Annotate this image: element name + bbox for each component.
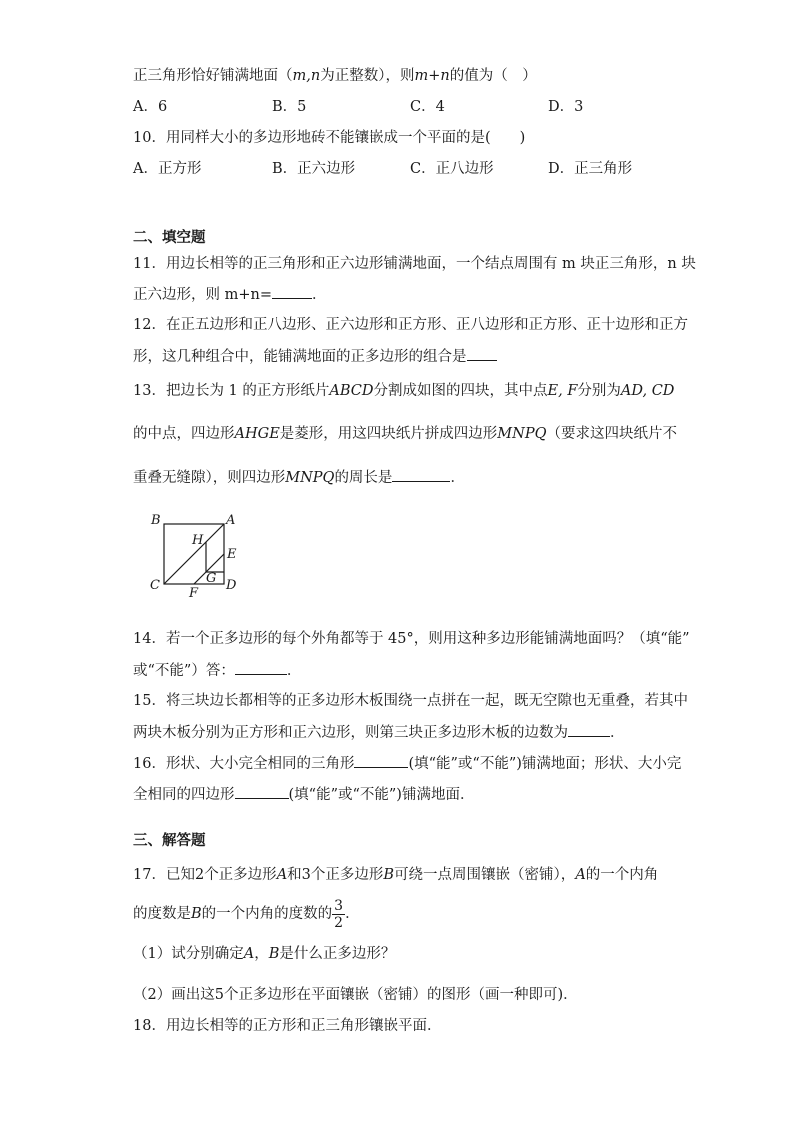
q13-text-3c: ． bbox=[450, 470, 465, 486]
q17-text-1f: 的一个内角 bbox=[585, 867, 659, 883]
q10-option-c: C．正八边形 bbox=[410, 161, 494, 177]
label-g: G bbox=[206, 571, 217, 586]
fraction-numerator: 3 bbox=[334, 897, 344, 914]
q13-adcd: AD, CD bbox=[620, 383, 675, 399]
q17-part1-var-a: A bbox=[243, 946, 255, 962]
q12-text: 形，这几种组合中，能铺满地面的正多边形的组合是 bbox=[133, 349, 467, 365]
q17-var-a-2: A bbox=[575, 867, 586, 883]
label-h: H bbox=[192, 533, 204, 548]
square-figure bbox=[140, 508, 250, 600]
q17-part1-text-a: （1）试分别确定 bbox=[133, 946, 244, 962]
q13-text-3a: 重叠无缝隙），则四边形 bbox=[133, 470, 286, 486]
q9-option-c: C．4 bbox=[410, 99, 445, 115]
q16-line1 bbox=[133, 753, 681, 774]
q17-line1 bbox=[133, 865, 658, 885]
q9-continuation bbox=[133, 66, 537, 86]
label-a: A bbox=[226, 513, 236, 528]
q13-text-3b: 的周长是 bbox=[334, 470, 393, 486]
q14-text-a: 或“不能”）答： bbox=[133, 663, 235, 679]
label-f: F bbox=[189, 586, 199, 600]
q13-answer-blank[interactable] bbox=[392, 467, 450, 482]
q17-text-1b: 个正多边形 bbox=[204, 867, 277, 883]
q14-line1: 14．若一个正多边形的每个外角都等于 45°，则用这种多边形能铺满地面吗？（填“能” bbox=[133, 631, 690, 647]
q13-text-1b: 分割成如图的四块，其中点 bbox=[373, 383, 548, 399]
q9-option-d: D．3 bbox=[548, 99, 584, 115]
q16-line2 bbox=[133, 784, 474, 805]
q9-option-b: B．5 bbox=[272, 99, 307, 115]
q17-text-1c: 和 bbox=[287, 867, 302, 883]
q11-line1: 11．用边长相等的正三角形和正六边形铺满地面，一个结点周围有 m 块正三角形，n 块 bbox=[133, 256, 696, 272]
q17-text-2b: 的一个内角的度数的 bbox=[201, 906, 333, 922]
q13-line1 bbox=[133, 381, 674, 401]
q17-text-2a: 的度数是 bbox=[133, 906, 191, 922]
q13-ahge: AHGE bbox=[234, 426, 280, 442]
q17-n3: 3 bbox=[301, 867, 311, 883]
q12-answer-blank[interactable] bbox=[467, 346, 497, 361]
q13-abcd: ABCD bbox=[329, 383, 374, 399]
q15-text-b: ． bbox=[610, 725, 625, 741]
label-c: C bbox=[150, 578, 160, 593]
q17-n2: 2 bbox=[194, 867, 205, 883]
q17-fraction bbox=[332, 898, 345, 931]
q10-stem: 10．用同样大小的多边形地砖不能镶嵌成一个平面的是( ) bbox=[133, 130, 526, 146]
q17-var-b: B bbox=[383, 867, 395, 883]
fraction-denominator: 2 bbox=[334, 914, 344, 931]
q17-text-1d: 个正多边形 bbox=[310, 867, 384, 883]
q17-part1-var-b: B bbox=[268, 946, 280, 962]
q17-part1 bbox=[133, 944, 395, 964]
q15-line2 bbox=[133, 722, 625, 743]
q13-line2 bbox=[133, 424, 677, 444]
q12-line2 bbox=[133, 346, 497, 367]
q16-text-2b: (填“能”或“不能”)铺满地面． bbox=[288, 787, 475, 803]
q10-options bbox=[133, 159, 693, 179]
label-b: B bbox=[151, 513, 161, 528]
q16-answer-blank-1[interactable] bbox=[354, 753, 408, 768]
q14-answer-blank[interactable] bbox=[235, 660, 287, 675]
q17-text-1e: 可绕一点周围镶嵌（密铺）， bbox=[394, 867, 576, 883]
q17-text-2c: ． bbox=[345, 906, 360, 922]
q15-text-a: 两块木板分别为正方形和正六边形，则第三块正多边形木板的边数为 bbox=[133, 725, 568, 741]
q13-text-2c: （要求这四块纸片不 bbox=[546, 426, 677, 442]
q12-line1: 12．在正五边形和正八边形、正六边形和正方形、正八边形和正方形、正十边形和正方 bbox=[133, 317, 688, 333]
q13-text-1c: 分别为 bbox=[577, 383, 621, 399]
q17-var-b-2: B bbox=[191, 906, 202, 922]
section-answer-heading: 三、解答题 bbox=[133, 832, 206, 849]
q17-part1-text-c: 是什么正多边形？ bbox=[279, 946, 396, 962]
q9-text-a: 正三角形恰好铺满地面（ bbox=[133, 68, 293, 84]
q9-options bbox=[133, 97, 693, 117]
q9-mn: m,n bbox=[292, 68, 321, 84]
q11-line2 bbox=[133, 284, 327, 305]
q16-text-2a: 全相同的四边形 bbox=[133, 787, 235, 803]
q14-text-b: ． bbox=[286, 663, 302, 679]
q16-answer-blank-2[interactable] bbox=[235, 784, 289, 799]
q17-var-a: A bbox=[276, 867, 288, 883]
q15-answer-blank[interactable] bbox=[568, 722, 610, 737]
q18-stem: 18．用边长相等的正方形和正三角形镶嵌平面． bbox=[133, 1018, 442, 1034]
q11-text: 正六边形，则 m+n= bbox=[133, 287, 272, 303]
q13-ef: E, F bbox=[547, 383, 578, 399]
q11-answer-blank[interactable] bbox=[272, 284, 312, 299]
q17-part2: （2）画出这5个正多边形在平面镶嵌（密铺）的图形（画一种即可)． bbox=[133, 987, 578, 1003]
q9-text-c: 的值为（ ） bbox=[449, 68, 537, 84]
q10-option-b: B．正六边形 bbox=[272, 161, 356, 177]
q9-text-b: 为正整数），则 bbox=[320, 68, 415, 84]
q10-option-d: D．正三角形 bbox=[548, 161, 633, 177]
q17-text-1a: 17．已知 bbox=[133, 867, 195, 883]
q13-line3 bbox=[133, 467, 465, 488]
q10-option-a: A．正方形 bbox=[133, 161, 202, 177]
q17-part1-text-b: ， bbox=[254, 946, 269, 962]
q13-text-1a: 13．把边长为 1 的正方形纸片 bbox=[133, 383, 330, 399]
label-d: D bbox=[226, 578, 237, 593]
q13-text-2a: 的中点，四边形 bbox=[133, 426, 235, 442]
q15-line1: 15．将三块边长都相等的正多边形木板围绕一点拼在一起，既无空隙也无重叠，若其中 bbox=[133, 693, 688, 709]
q11-end: ． bbox=[312, 287, 327, 303]
q16-text-1b: (填“能”或“不能”)铺满地面；形状、大小完 bbox=[408, 756, 682, 772]
q13-text-2b: 是菱形，用这四块纸片拼成四边形 bbox=[279, 426, 498, 442]
q14-line2 bbox=[133, 660, 301, 681]
q17-line2 bbox=[133, 896, 360, 932]
q9-option-a: A．6 bbox=[133, 99, 168, 115]
section-fill-in-heading: 二、填空题 bbox=[133, 229, 206, 246]
q13-mnpq: MNPQ bbox=[497, 426, 547, 442]
label-e: E bbox=[227, 547, 237, 562]
q9-expr: m+n bbox=[414, 68, 450, 84]
q16-text-1a: 16．形状、大小完全相同的三角形 bbox=[133, 756, 355, 772]
q13-mnpq-2: MNPQ bbox=[285, 470, 335, 486]
